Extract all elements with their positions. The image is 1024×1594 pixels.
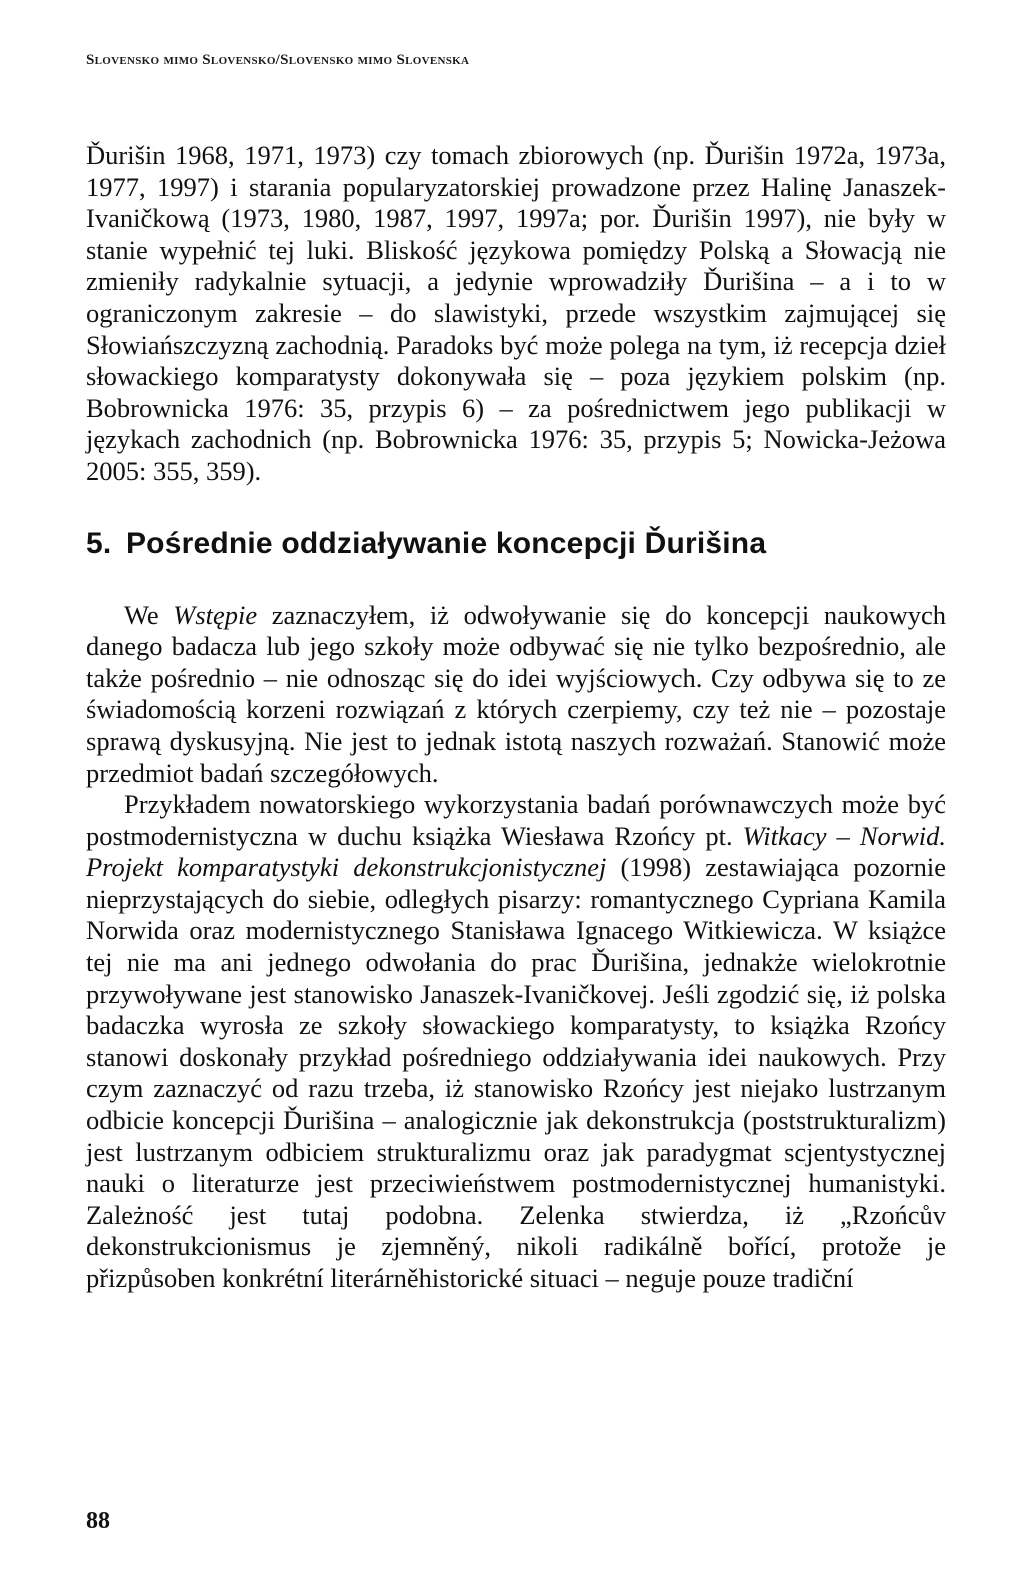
paragraph-2-text-a: We <box>124 599 174 630</box>
paragraph-2 <box>86 600 946 790</box>
section-number: 5. <box>86 526 112 560</box>
running-head: Slovensko mimo Slovensko/Slovensko mimo Slovenska <box>86 52 470 68</box>
paragraph-3 <box>86 789 946 1295</box>
section-title: Pośrednie oddziaływanie koncepcji Ďurišina <box>125 526 767 560</box>
paragraph-3-italic-title: Witkacy – Norwid. Projekt komparatystyki dekonstrukcjonistycznej <box>86 820 946 883</box>
page-number: 88 <box>86 1508 110 1534</box>
paragraph-3-text-b: (1998) zestawiająca pozornie nieprzystających do siebie, odległych pisarzy: romantycznego Cypriana Kamila Norwida oraz modernistycznego Stanisława Ignacego Witkiewicza. W książce tej nie ma ani jednego odwołania do prac Ďurišina, jednakże wielokrotnie przywoływane jest stanowisko Janaszek-Ivaničkovej. Jeśli zgodzić się, iż polska badaczka wyrosła ze szkoły słowackiego komparatysty, to książka Rzońcy stanowi doskonały przykład pośredniego oddziaływania idei naukowych. Przy czym zaznaczyć od razu trzeba, iż stanowisko Rzońcy jest niejako lustrzanym odbicie koncepcji Ďurišina – analogicznie jak dekonstrukcja (poststrukturalizm) jest lustrzanym odbiciem strukturalizmu oraz jak paradygmat scjentystycznej nauki o literaturze jest przeciwieństwem postmodernistycznej humanistyki. Zależność jest tutaj podobna. Zelenka stwierdza, iż „Rzońcův dekonstrukcionismus je zjemněný, nikoli radikálně bořící, protože je přizpůsoben konkrétní literárněhistorické situaci – neguje pouze tradiční <box>86 852 946 1293</box>
paragraph-1: Ďurišin 1968, 1971, 1973) czy tomach zbiorowych (np. Ďurišin 1972a, 1973a, 1977, 1997) i starania popularyzatorskiej prowadzone przez Halinę Janaszek-Ivaničkową (1973, 1980, 1987, 1997, 1997a; por. Ďurišin 1997), nie były w stanie wypełnić tej luki. Bliskość językowa pomiędzy Polską a Słowacją nie zmieniły radykalnie sytuacji, a jedynie wprowadziły Ďurišina – a i to w ograniczonym zakresie – do slawistyki, przede wszystkim zajmującej się Słowiańszczyzną zachodnią. Paradoks być może polega na tym, iż recepcja dzieł słowackiego komparatysty dokonywała się – poza językiem polskim (np. Bobrownicka 1976: 35, przypis 6) – za pośrednictwem jego publikacji w językach zachodnich (np. Bobrownicka 1976: 35, przypis 5; Nowicka-Jeżowa 2005: 355, 359). <box>86 140 946 486</box>
text-body <box>86 140 946 1295</box>
section-heading <box>86 526 946 562</box>
paragraph-2-italic: Wstępie <box>173 599 258 630</box>
paragraph-2-text-b: zaznaczyłem, iż odwoływanie się do koncepcji naukowych danego badacza lub jego szkoły może odbywać się nie tylko bezpośrednio, ale także pośrednio – nie odnosząc się do idei wyjściowych. Czy odbywa się to ze świadomością korzeni rozwiązań z których czerpiemy, czy też nie – pozostaje sprawą dyskusyjną. Nie jest to jednak istotą naszych rozważań. Stanowić może przedmiot badań szczegółowych. <box>86 599 946 788</box>
paragraph-3-text-a: Przykładem nowatorskiego wykorzystania badań porównawczych może być postmodernistyczna w duchu książka Wiesława Rzońcy pt. <box>86 789 946 851</box>
